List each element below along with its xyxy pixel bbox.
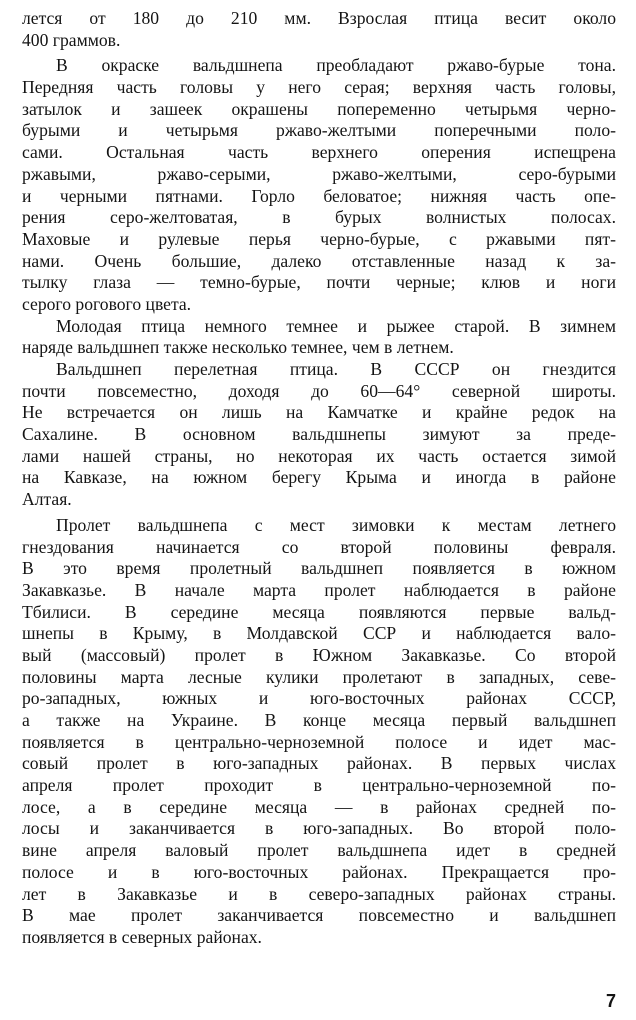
text-line: лется от 180 до 210 мм. Взрослая птица весит около [22,8,616,28]
text-line: Пролет вальдшнепа с мест зимовки к местам летнего [56,514,616,535]
paragraph-migration [22,515,616,949]
text-line: вине апреля валовый пролет вальдшнепа идет в средней [22,840,616,861]
text-line: Тбилиси. В середине месяца появляются первые вальд- [22,601,616,622]
text-line: почти повсеместно, доходя до 60—64° северной широты. [22,380,616,401]
text-line: полосе и в юго-восточных районах. Прекращается про- [22,861,616,882]
paragraph-young-bird [22,316,616,359]
text-line: лами нашей страны, но некоторая их часть остается зимой [22,445,616,466]
text-line: Не встречается он лишь на Камчатке и крайне редок на [22,402,616,423]
text-line: В мае пролет заканчивается повсеместно и вальдшнеп [22,905,616,926]
text-line: появляется в северных районах. [22,926,262,947]
text-line: Маховые и рулевые перья черно-бурые, с ржавыми пят- [22,228,616,249]
text-line: лосы и заканчивается в юго-западных. Во второй поло- [22,818,616,839]
text-line: и черными пятнами. Горло беловатое; нижняя часть опе- [22,185,616,206]
page-text [22,8,616,949]
text-line: а также на Украине. В конце месяца первый вальдшнеп [22,710,616,730]
text-line: ржавыми, ржаво-серыми, ржаво-желтыми, серо-бурыми [22,163,616,184]
text-line: тылку глаза — темно-бурые, почти черные; клюв и ноги [22,272,616,293]
text-line: лет в Закавказье и в северо-западных районах страны. [22,883,616,904]
text-line: Вальдшнеп перелетная птица. В СССР он гнездится [56,359,616,379]
text-line: совый пролет в юго-западных районах. В первых числах [22,753,616,774]
text-line: гнездования начинается со второй половины февраля. [22,536,616,557]
text-line: 400 граммов. [22,29,121,50]
text-line: шнепы в Крыму, в Молдавской ССР и наблюдается вало- [22,623,616,644]
text-line: апреля пролет проходит в центрально-черноземной по- [22,775,616,796]
text-line: серого рогового цвета. [22,293,192,314]
text-line: появляется в центрально-черноземной полосе и идет мас- [22,731,616,752]
text-line: Алтая. [22,489,72,510]
text-line: рения серо-желтоватая, в бурых волнистых полосах. [22,207,616,228]
text-line: затылок и зашеек окрашены попеременно четырьмя черно- [22,98,616,119]
text-line: Молодая птица немного темнее и рыжее старой. В зимнем [56,315,616,336]
text-line: В окраске вальдшнепа преобладают ржаво-бурые тона. [56,55,616,76]
text-line: бурыми и четырьмя ржаво-желтыми поперечными поло- [22,120,616,141]
text-line: Закавказье. В начале марта пролет наблюдается в районе [22,579,616,600]
text-line: В это время пролетный вальдшнеп появляется в южном [22,558,616,579]
text-line: лосе, а в середине месяца — в районах средней по- [22,796,616,817]
text-line: вый (массовый) пролет в Южном Закавказье. Со второй [22,644,616,665]
paragraph-coloration [22,55,616,315]
paragraph-body-size [22,8,616,51]
text-line: половины марта лесные кулики пролетают в западных, севе- [22,666,616,687]
text-line: сами. Остальная часть верхнего оперения испещрена [22,142,616,163]
text-line: ро-западных, южных и юго-восточных районах СССР, [22,688,616,709]
text-line: Передняя часть головы у него серая; верхняя часть головы, [22,77,616,98]
paragraph-range [22,359,616,511]
text-line: на Кавказе, на южном берегу Крыма и иногда в районе [22,467,616,488]
text-line: нами. Очень большие, далеко отставленные назад к за- [22,250,616,271]
text-line: наряде вальдшнеп также несколько темнее, чем в летнем. [22,337,454,358]
page-number: 7 [605,991,616,1011]
text-line: Сахалине. В основном вальдшнепы зимуют за преде- [22,424,616,445]
